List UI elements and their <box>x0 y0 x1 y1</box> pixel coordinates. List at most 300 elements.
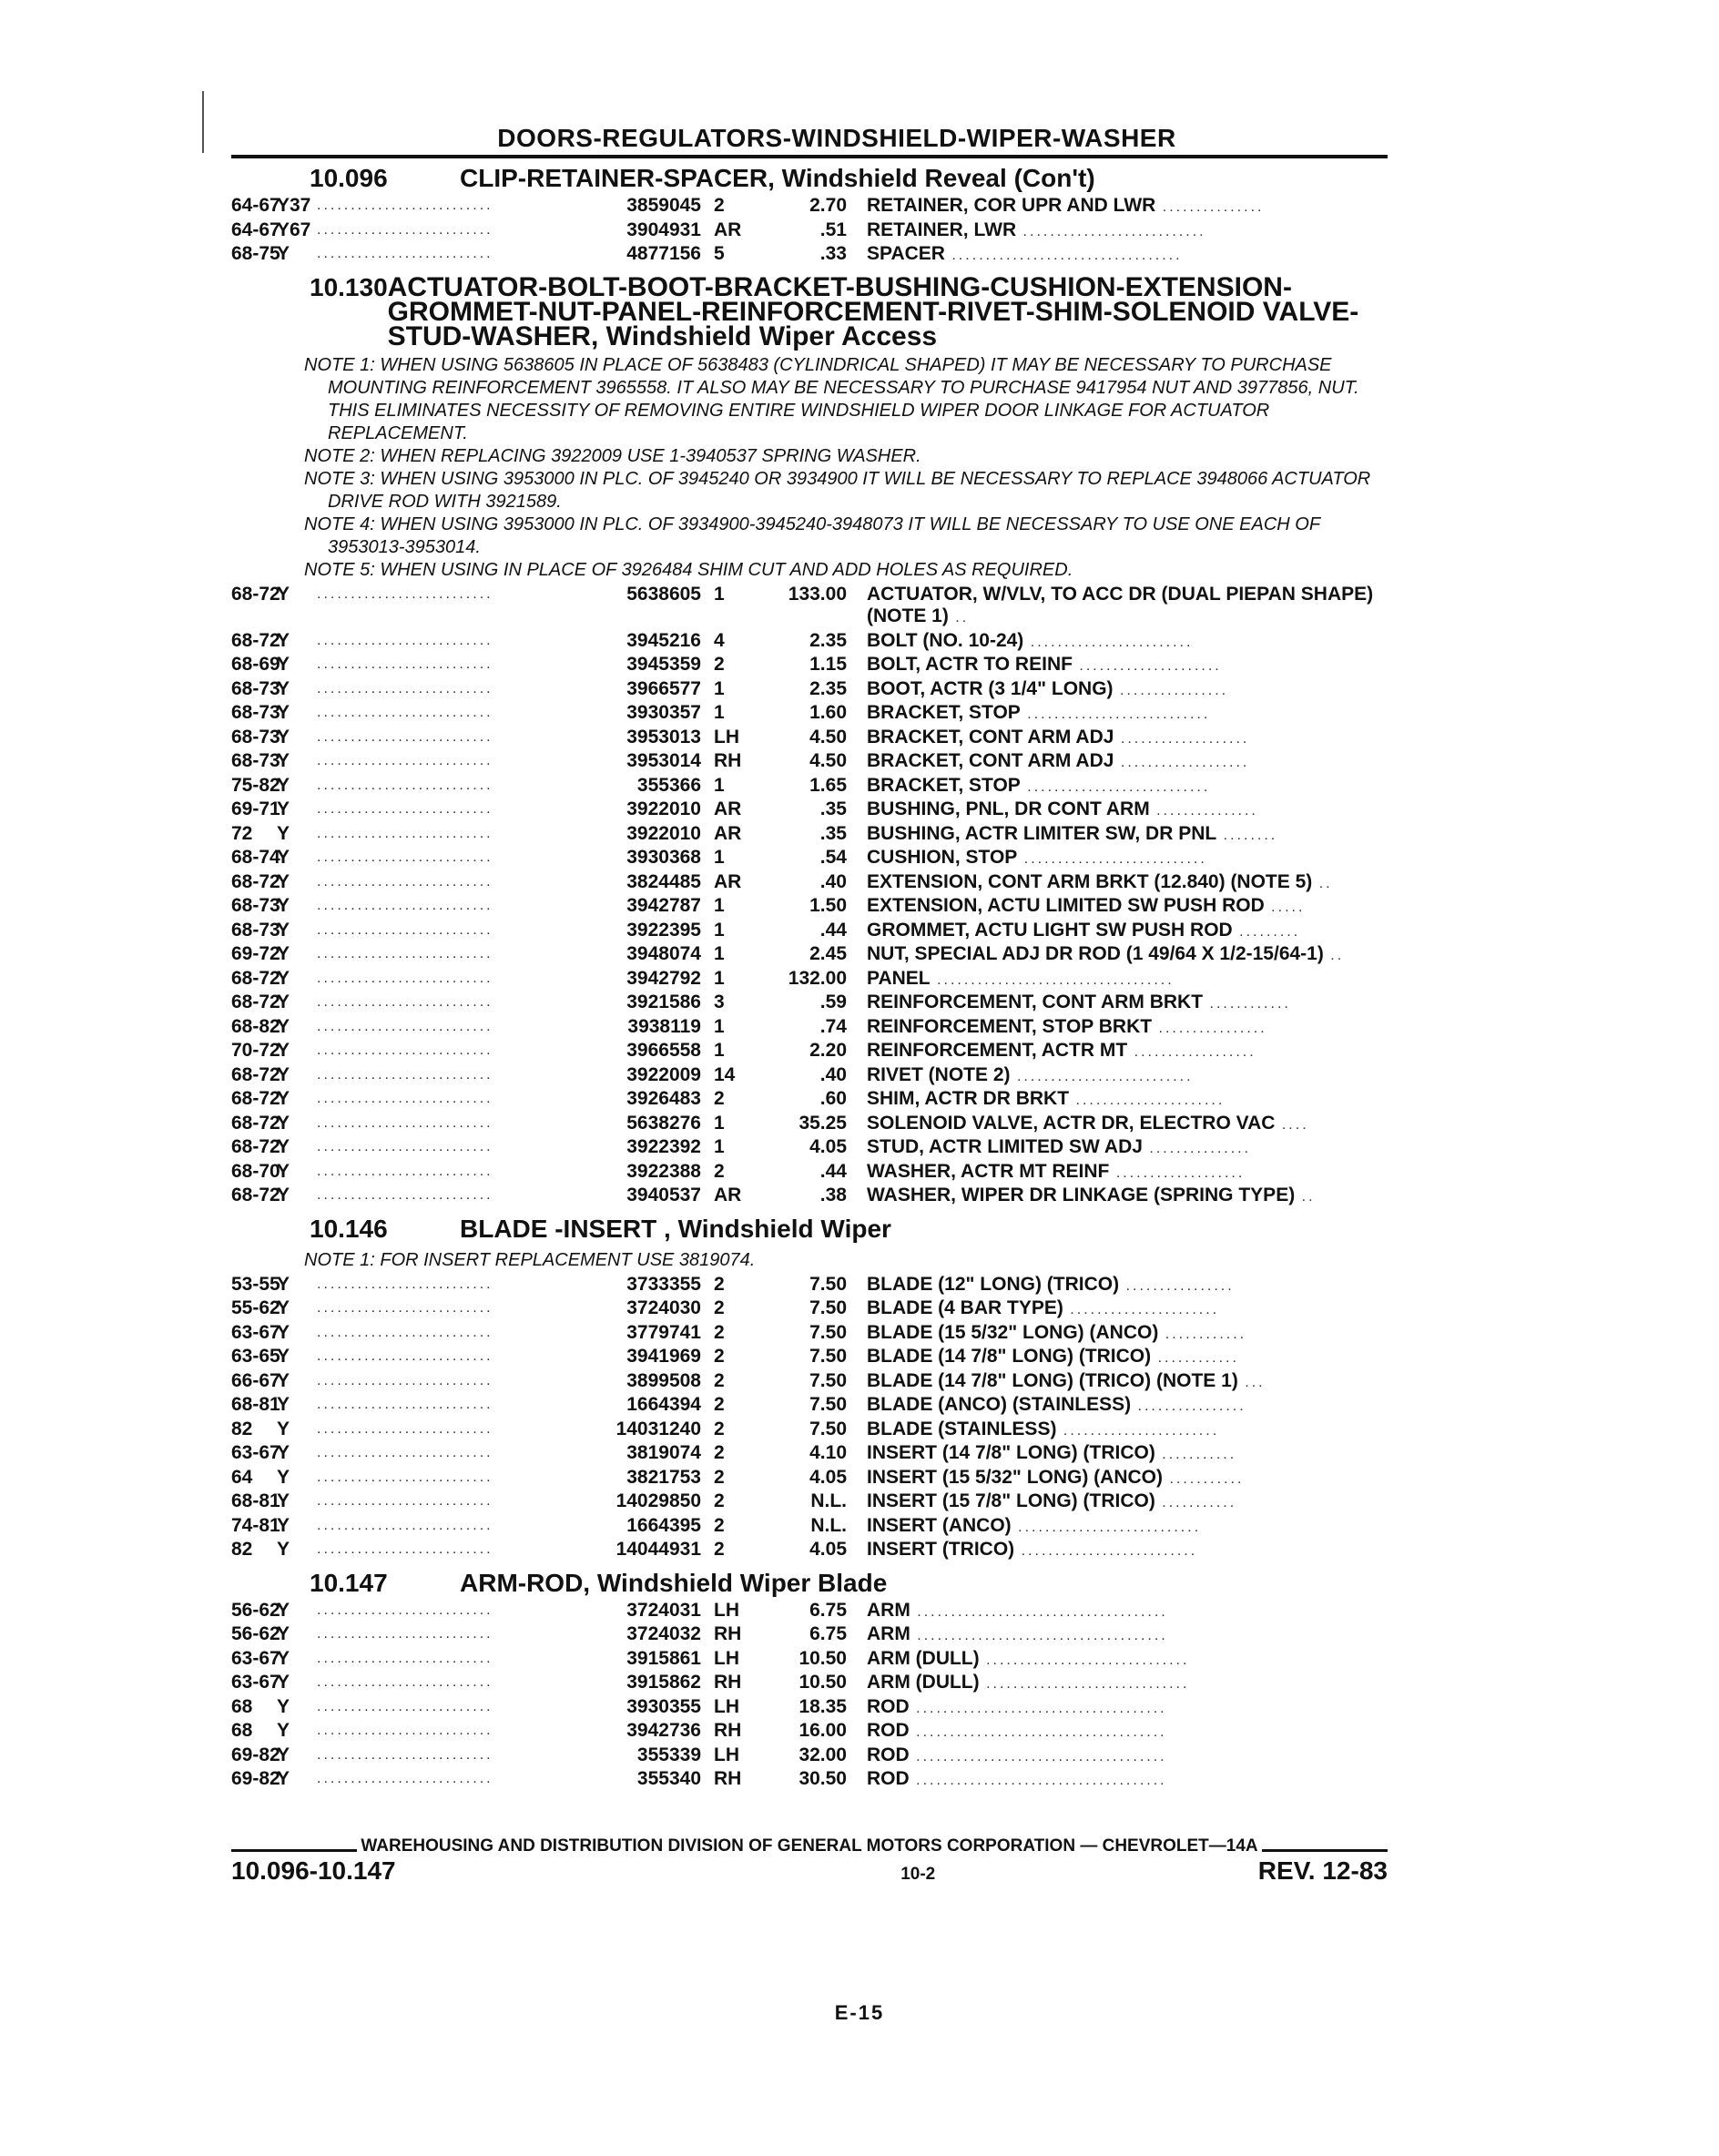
price: 4.05 <box>809 1466 847 1488</box>
part-number: 4877156 <box>626 243 701 264</box>
parts-row <box>231 1064 1388 1089</box>
model-code: Y <box>277 1136 290 1157</box>
section-number: 10.147 <box>310 1568 388 1597</box>
section-header <box>231 1569 1388 1598</box>
model-years: 68-81 <box>231 1394 280 1415</box>
quantity: 2 <box>714 1514 725 1536</box>
part-number: 3915862 <box>626 1672 701 1693</box>
footer-page: 10-2 <box>900 1864 936 1884</box>
parts-row <box>231 1768 1388 1793</box>
model-years: 68 <box>231 1695 253 1717</box>
parts-table <box>231 584 1388 1209</box>
quantity: 1 <box>714 1112 725 1134</box>
model-code: Y <box>277 1768 290 1789</box>
dot-fill: ............ <box>1203 996 1291 1012</box>
model-code: Y67 <box>277 219 311 240</box>
description-text: BRACKET, CONT ARM ADJ <box>867 726 1114 747</box>
model-years: 56-62 <box>231 1599 280 1621</box>
description <box>847 1016 1388 1041</box>
price: 18.35 <box>798 1695 847 1717</box>
dot-leader: .......................... <box>317 1469 493 1485</box>
description-text: EXTENSION, ACTU LIMITED SW PUSH ROD <box>867 895 1265 916</box>
description <box>847 1672 1388 1696</box>
parts-row <box>231 1696 1388 1721</box>
quantity: 2 <box>714 1088 725 1109</box>
quantity: 1 <box>714 847 725 868</box>
dot-fill: .......................... <box>1014 1543 1198 1559</box>
parts-row <box>231 1016 1388 1041</box>
description-text: RETAINER, LWR <box>867 219 1017 240</box>
description <box>847 1539 1388 1563</box>
margin-mark <box>202 91 204 153</box>
section-title <box>460 166 1095 190</box>
dot-leader: .......................... <box>317 246 493 261</box>
description-text: RETAINER, COR UPR AND LWR <box>867 195 1156 216</box>
description <box>847 1040 1388 1064</box>
model-years: 69-82 <box>231 1744 280 1765</box>
quantity: 1 <box>714 1136 725 1157</box>
dot-fill: ............... <box>1149 803 1258 819</box>
quantity: LH <box>714 1744 739 1765</box>
dot-fill: .......................... <box>1010 1068 1194 1084</box>
price: 1.50 <box>809 895 847 916</box>
section-title-qualifier: Windshield Wiper Blade <box>596 1568 888 1597</box>
description <box>847 1064 1388 1089</box>
description <box>847 1297 1388 1322</box>
description-text: REINFORCEMENT, ACTR MT <box>867 1040 1128 1061</box>
part-number: 3945359 <box>626 654 701 675</box>
parts-row <box>231 1720 1388 1744</box>
description-text: BRACKET, STOP <box>867 702 1021 723</box>
dot-fill: .............................. <box>979 1676 1190 1692</box>
model-code: Y <box>277 919 290 941</box>
part-number: 3945216 <box>626 629 701 651</box>
description-text: EXTENSION, CONT ARM BRKT (12.840) (NOTE 5) <box>867 870 1313 892</box>
model-code: Y <box>277 1088 290 1109</box>
model-years: 68-73 <box>231 919 280 941</box>
note-text: NOTE 4: WHEN USING 3953000 IN PLC. OF 3934900-3945240-3948073 IT WILL BE NECESSARY TO USE ONE EACH OF 3953013-3953014. <box>304 514 1320 557</box>
dot-fill: ..................... <box>1072 658 1222 674</box>
dot-leader: .......................... <box>317 1018 493 1034</box>
model-code: Y <box>277 583 290 605</box>
part-number: 3915861 <box>626 1647 701 1669</box>
dot-fill: ..... <box>1264 900 1306 915</box>
parts-row <box>231 1185 1388 1209</box>
dot-leader: .......................... <box>317 656 493 672</box>
quantity: AR <box>714 798 742 819</box>
dot-leader: .......................... <box>317 921 493 938</box>
dot-fill: ............... <box>1142 1141 1252 1156</box>
part-number: 3942787 <box>626 895 701 916</box>
dot-fill: ................ <box>1152 1020 1267 1036</box>
model-years: 66-67 <box>231 1369 280 1391</box>
part-number: 3922392 <box>626 1136 701 1157</box>
description-text: BOLT (NO. 10-24) <box>867 629 1024 651</box>
model-years: 53-55 <box>231 1273 280 1295</box>
price: 7.50 <box>809 1369 847 1391</box>
dot-fill: .. <box>1312 875 1333 891</box>
section-number: 10.096 <box>310 164 388 192</box>
model-years: 68-73 <box>231 702 280 723</box>
quantity: 2 <box>714 1346 725 1367</box>
parts-row <box>231 1442 1388 1467</box>
model-years: 68-72 <box>231 583 280 605</box>
model-code: Y <box>277 1672 290 1693</box>
description <box>847 798 1388 823</box>
model-years: 68-69 <box>231 654 280 675</box>
section-number: 10.146 <box>310 1214 388 1243</box>
price: .74 <box>819 1015 847 1037</box>
dot-leader: .......................... <box>317 1276 493 1292</box>
parts-row <box>231 1539 1388 1563</box>
description-text: ACTUATOR, W/VLV, TO ACC DR (DUAL PIEPAN SHAPE) (NOTE 1) <box>867 583 1374 626</box>
parts-row <box>231 1394 1388 1419</box>
page-mark: E-15 <box>834 2001 885 2024</box>
dot-leader: .......................... <box>317 1042 493 1058</box>
model-years: 68-73 <box>231 677 280 699</box>
part-number: 3922010 <box>626 798 701 819</box>
model-years: 69-71 <box>231 798 280 819</box>
model-code: Y <box>277 1695 290 1717</box>
price: 4.05 <box>809 1539 847 1560</box>
parts-row <box>231 630 1388 655</box>
model-code: Y37 <box>277 195 311 216</box>
dot-leader: .......................... <box>317 801 493 817</box>
description <box>847 584 1388 630</box>
price: 4.10 <box>809 1442 847 1463</box>
dot-leader: .......................... <box>317 849 493 865</box>
dot-leader: .......................... <box>317 1541 493 1557</box>
model-code: Y <box>277 967 290 989</box>
quantity: LH <box>714 1695 739 1717</box>
dot-leader: .......................... <box>317 1187 493 1203</box>
dot-leader: .......................... <box>317 585 493 602</box>
price: 1.65 <box>809 774 847 796</box>
model-code: Y <box>277 702 290 723</box>
description-text: WASHER, ACTR MT REINF <box>867 1160 1110 1182</box>
quantity: 14 <box>714 1063 736 1085</box>
model-code: Y <box>277 677 290 699</box>
dot-fill: ........................... <box>1011 1519 1202 1535</box>
dot-fill: .. <box>1323 948 1345 963</box>
description-text: CUSHION, STOP <box>867 847 1018 868</box>
description <box>847 895 1388 920</box>
description <box>847 243 1388 268</box>
description-text: ARM <box>867 1623 910 1644</box>
dot-fill: ................... <box>1114 730 1250 747</box>
part-number: 5638605 <box>626 583 701 605</box>
description <box>847 654 1388 678</box>
dot-leader: .......................... <box>317 1698 493 1714</box>
description-text: NUT, SPECIAL ADJ DR ROD (1 49/64 X 1/2-15/64-1) <box>867 943 1324 964</box>
price: 30.50 <box>798 1768 847 1789</box>
model-code: Y <box>277 1514 290 1536</box>
quantity: RH <box>714 1623 742 1644</box>
part-number: 3942792 <box>626 967 701 989</box>
model-code: Y <box>277 1321 290 1343</box>
section-title-main: ACTUATOR-BOLT-BOOT-BRACKET-BUSHING-CUSHION-EXTENSION-GROMMET-NUT-PANEL-REINFORCEMENT-RIVET-SHIM-SOLENOID VALVE-STUD-WASHER, <box>387 271 1359 351</box>
model-code: Y <box>277 1490 290 1511</box>
dot-leader: .......................... <box>317 970 493 986</box>
quantity: 2 <box>714 1442 725 1463</box>
parts-row <box>231 1161 1388 1185</box>
quantity: 1 <box>714 1040 725 1061</box>
model-years: 64 <box>231 1466 253 1488</box>
price: .40 <box>819 870 847 892</box>
note-text: NOTE 1: WHEN USING 5638605 IN PLACE OF 5638483 (CYLINDRICAL SHAPED) IT MAY BE NECESSARY TO PURCHASE MOUNTING REINFORCEMENT 3965558. IT ALSO MAY BE NECESSARY TO PURCHASE 9417954 NUT AND 3977856, NUT. THIS ELIMINATES NECESSITY OF REMOVING ENTIRE WINDSHIELD WIPER DOOR LINKAGE FOR ACTUATOR REPLACEMENT. <box>304 354 1359 443</box>
part-number: 3940537 <box>626 1185 701 1205</box>
model-years: 63-65 <box>231 1346 280 1367</box>
parts-row <box>231 678 1388 703</box>
description-text: PANEL <box>867 967 931 989</box>
quantity: RH <box>714 750 742 771</box>
dot-fill: ........... <box>1154 1495 1237 1510</box>
quantity: 2 <box>714 1418 725 1439</box>
price: 4.50 <box>809 750 847 771</box>
description <box>847 1600 1388 1624</box>
part-number: 3859045 <box>626 195 701 216</box>
dot-fill: ..................................... <box>909 1773 1167 1788</box>
description-text: REINFORCEMENT, CONT ARM BRKT <box>867 992 1204 1012</box>
price: .40 <box>819 1063 847 1085</box>
model-code: Y <box>277 1015 290 1037</box>
parts-row <box>231 871 1388 896</box>
part-number: 3922388 <box>626 1160 701 1182</box>
dot-fill: .................................. <box>944 248 1183 263</box>
quantity: 1 <box>714 583 725 605</box>
description <box>847 847 1388 871</box>
note-text: NOTE 3: WHEN USING 3953000 IN PLC. OF 3945240 OR 3934900 IT WILL BE NECESSARY TO REPLACE 3948066 ACTUATOR DRIVE ROD WITH 3921589. <box>304 468 1371 512</box>
quantity: RH <box>714 1768 742 1789</box>
dot-fill: ............ <box>1158 1326 1247 1342</box>
dot-fill: ......... <box>1232 923 1301 940</box>
model-code: Y <box>277 1112 290 1134</box>
parts-row <box>231 992 1388 1016</box>
model-years: 68-73 <box>231 895 280 916</box>
part-number: 3922395 <box>626 919 701 941</box>
footer-rule <box>231 1836 1388 1856</box>
dot-leader: .......................... <box>317 1163 493 1179</box>
price: 6.75 <box>809 1599 847 1621</box>
dot-fill: .. <box>948 610 970 625</box>
part-number: 3821753 <box>626 1466 701 1488</box>
description-text: INSERT (TRICO) <box>867 1539 1015 1560</box>
part-number: 3966558 <box>626 1040 701 1061</box>
description-text: INSERT (15 5/32" LONG) (ANCO) <box>867 1466 1163 1488</box>
description <box>847 1744 1388 1769</box>
parts-row <box>231 195 1388 219</box>
model-code: Y <box>277 1160 290 1182</box>
model-years: 63-67 <box>231 1442 280 1463</box>
part-number: 3733355 <box>626 1273 701 1295</box>
dot-fill: ................ <box>1119 1277 1235 1294</box>
section-title-qualifier: Windshield Wiper Access <box>605 320 938 351</box>
model-years: 68-70 <box>231 1160 280 1182</box>
model-years: 68-72 <box>231 1185 280 1205</box>
price: .44 <box>819 919 847 941</box>
dot-leader: .......................... <box>317 946 493 961</box>
description <box>847 1088 1388 1113</box>
description <box>847 750 1388 775</box>
footer-range: 10.096-10.147 <box>231 1856 396 1885</box>
description-text: ARM (DULL) <box>867 1672 980 1693</box>
dot-fill: ........... <box>1163 1470 1245 1487</box>
quantity: AR <box>714 822 742 844</box>
quantity: 2 <box>714 1539 725 1560</box>
dot-fill: ............... <box>1155 199 1265 215</box>
dot-fill: ............ <box>1151 1350 1239 1366</box>
model-years: 68-72 <box>231 870 280 892</box>
parts-row <box>231 1623 1388 1648</box>
part-number: 355340 <box>636 1768 701 1789</box>
parts-row <box>231 584 1388 630</box>
description-text: SPACER <box>867 243 945 264</box>
quantity: 2 <box>714 1394 725 1415</box>
quantity: 1 <box>714 967 725 989</box>
parts-row <box>231 1672 1388 1696</box>
model-years: 68-74 <box>231 847 280 868</box>
dot-fill: ..................................... <box>909 1748 1167 1764</box>
parts-row <box>231 1322 1388 1347</box>
dot-fill: ... <box>1237 1374 1266 1390</box>
dot-leader: .......................... <box>317 898 493 913</box>
model-years: 63-67 <box>231 1647 280 1669</box>
price: 10.50 <box>798 1672 847 1693</box>
dot-leader: .......................... <box>317 1723 493 1738</box>
part-number: 5638276 <box>626 1112 701 1134</box>
description <box>847 219 1388 244</box>
price: 2.20 <box>809 1040 847 1061</box>
quantity: 3 <box>714 992 725 1012</box>
description <box>847 1467 1388 1491</box>
part-number: 14044931 <box>615 1539 701 1560</box>
model-years: 55-62 <box>231 1297 280 1318</box>
section-header <box>231 1215 1388 1244</box>
model-years: 68-72 <box>231 992 280 1012</box>
price: .38 <box>819 1185 847 1205</box>
dot-fill: ....................... <box>1056 1422 1220 1439</box>
description <box>847 775 1388 799</box>
quantity: 1 <box>714 943 725 964</box>
description <box>847 1419 1388 1443</box>
price: 1.15 <box>809 654 847 675</box>
model-code: Y <box>277 243 290 264</box>
section-title-main: BLADE -INSERT , <box>460 1214 671 1243</box>
model-code: Y <box>277 654 290 675</box>
quantity: AR <box>714 219 742 240</box>
quantity: 2 <box>714 1160 725 1182</box>
section-notes <box>231 354 1388 582</box>
price: 2.45 <box>809 943 847 964</box>
part-number: 3922010 <box>626 822 701 844</box>
model-code: Y <box>277 1720 290 1741</box>
sections-container <box>231 164 1388 1793</box>
description-text: WASHER, WIPER DR LINKAGE (SPRING TYPE) <box>867 1185 1296 1205</box>
footer <box>231 1856 1388 1886</box>
dot-fill: ...................... <box>1063 1302 1220 1317</box>
dot-leader: .......................... <box>317 221 493 238</box>
description-text: ROD <box>867 1720 910 1741</box>
model-years: 63-67 <box>231 1672 280 1693</box>
quantity: 2 <box>714 1369 725 1391</box>
dot-leader: .......................... <box>317 1650 493 1666</box>
description-text: BOOT, ACTR (3 1/4" LONG) <box>867 677 1114 699</box>
price: .54 <box>819 847 847 868</box>
part-number: 3948074 <box>626 943 701 964</box>
model-years: 74-81 <box>231 1514 280 1536</box>
dot-fill: ................................... <box>930 971 1175 988</box>
description <box>847 1346 1388 1370</box>
model-years: 82 <box>231 1418 253 1439</box>
dot-fill: ........... <box>1154 1447 1237 1462</box>
dot-fill: ..................................... <box>910 1603 1168 1620</box>
part-number: 1664395 <box>626 1514 701 1536</box>
model-years: 68-72 <box>231 629 280 651</box>
quantity: 2 <box>714 1273 725 1295</box>
dot-leader: .......................... <box>317 1771 493 1786</box>
description-text: ROD <box>867 1695 910 1717</box>
parts-row <box>231 823 1388 848</box>
parts-row <box>231 895 1388 920</box>
model-years: 69-82 <box>231 1768 280 1789</box>
dot-leader: .......................... <box>317 1300 493 1316</box>
dot-leader: .......................... <box>317 1397 493 1412</box>
parts-table <box>231 1600 1388 1793</box>
description-text: GROMMET, ACTU LIGHT SW PUSH ROD <box>867 919 1233 941</box>
description-text: BLADE (4 BAR TYPE) <box>867 1297 1063 1318</box>
part-number: 3922009 <box>626 1063 701 1085</box>
model-years: 64-67 <box>231 219 280 240</box>
description-text: BLADE (14 7/8" LONG) (TRICO) <box>867 1346 1152 1367</box>
dot-leader: .......................... <box>317 680 493 697</box>
price: .51 <box>819 219 847 240</box>
part-number: 3904931 <box>626 219 701 240</box>
parts-row <box>231 243 1388 268</box>
quantity: AR <box>714 870 742 892</box>
dot-fill: ................ <box>1113 682 1229 698</box>
model-code: Y <box>277 1297 290 1318</box>
price: 7.50 <box>809 1394 847 1415</box>
price: .35 <box>819 798 847 819</box>
model-code: Y <box>277 1539 290 1560</box>
section-title-qualifier: Windshield Wiper <box>677 1214 891 1243</box>
model-code: Y <box>277 629 290 651</box>
parts-table <box>231 195 1388 268</box>
price: 7.50 <box>809 1346 847 1367</box>
section-header <box>231 164 1388 193</box>
description <box>847 630 1388 655</box>
model-code: Y <box>277 1394 290 1415</box>
footer-rule-left <box>231 1849 357 1852</box>
parts-row <box>231 943 1388 968</box>
parts-row <box>231 968 1388 992</box>
price: .60 <box>819 1088 847 1109</box>
section-title-main: CLIP-RETAINER-SPACER, Windshield Reveal <box>460 164 1007 192</box>
model-code: Y <box>277 750 290 771</box>
description <box>847 1394 1388 1419</box>
model-years: 68-72 <box>231 967 280 989</box>
price: .33 <box>819 243 847 264</box>
parts-row <box>231 847 1388 871</box>
parts-row <box>231 1600 1388 1624</box>
description <box>847 1515 1388 1540</box>
description <box>847 1113 1388 1137</box>
quantity: 2 <box>714 1297 725 1318</box>
dot-fill: ..................................... <box>910 1628 1168 1643</box>
dot-leader: .......................... <box>317 1091 493 1106</box>
description-text: BOLT, ACTR TO REINF <box>867 654 1073 675</box>
parts-row <box>231 1113 1388 1137</box>
